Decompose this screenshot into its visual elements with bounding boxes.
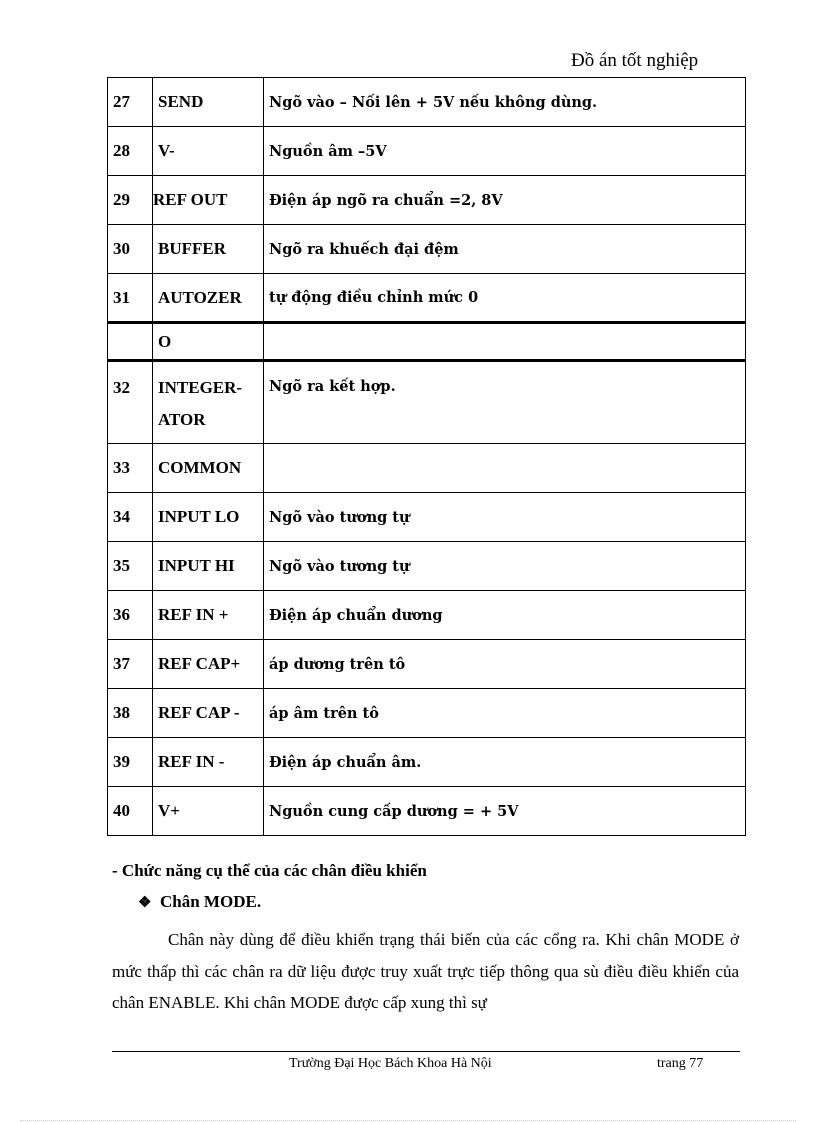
pin-number: 27 xyxy=(108,78,153,127)
diamond-bullet-icon: ❖ xyxy=(138,895,152,911)
pin-name: AUTOZER xyxy=(153,274,264,323)
pin-description: áp dương trên tô xyxy=(264,640,746,689)
pin-name-line-1: INTEGER- xyxy=(158,378,243,397)
pin-name: V+ xyxy=(153,787,264,836)
pin-number: 28 xyxy=(108,127,153,176)
table-row xyxy=(108,323,746,361)
table-row xyxy=(108,361,746,444)
pin-description xyxy=(264,323,746,361)
pin-name: REF IN - xyxy=(153,738,264,787)
header-title: Đồ án tốt nghiệp xyxy=(571,50,699,71)
pin-description: Điện áp chuẩn âm. xyxy=(264,738,746,787)
pin-number: 31 xyxy=(108,274,153,323)
sub-heading-text: Chân MODE. xyxy=(160,892,262,911)
pin-name-line-2: ATOR xyxy=(158,410,206,429)
table-row xyxy=(108,591,746,640)
table-row xyxy=(108,640,746,689)
table-row xyxy=(108,493,746,542)
table-row xyxy=(108,689,746,738)
pin-number: 32 xyxy=(108,361,153,444)
pin-description xyxy=(264,444,746,493)
section-heading: - Chức năng cụ thể của các chân điều khiển xyxy=(112,861,427,880)
footer-school: Trường Đại Học Bách Khoa Hà Nội xyxy=(289,1056,492,1071)
pin-name: REF IN + xyxy=(153,591,264,640)
pin-number: 37 xyxy=(108,640,153,689)
pin-name: INPUT LO xyxy=(153,493,264,542)
sub-heading xyxy=(138,892,261,912)
footer-divider xyxy=(112,1051,740,1052)
page-edge-divider xyxy=(20,1120,796,1121)
pin-number: 33 xyxy=(108,444,153,493)
pin-description: Ngõ vào tương tự xyxy=(264,493,746,542)
pin-description: Ngõ ra kết hợp. xyxy=(264,361,746,444)
table-row xyxy=(108,127,746,176)
pin-description: Ngõ ra khuếch đại đệm xyxy=(264,225,746,274)
table-row xyxy=(108,78,746,127)
pin-name: COMMON xyxy=(153,444,264,493)
pin-number: 35 xyxy=(108,542,153,591)
pin-number: 39 xyxy=(108,738,153,787)
pin-name: O xyxy=(153,323,264,361)
pin-description: Ngõ vào tương tự xyxy=(264,542,746,591)
pin-name xyxy=(153,361,264,444)
pin-name: BUFFER xyxy=(153,225,264,274)
pin-name: V- xyxy=(153,127,264,176)
pin-number: 40 xyxy=(108,787,153,836)
pin-description: Nguồn âm –5V xyxy=(264,127,746,176)
pin-name: INPUT HI xyxy=(153,542,264,591)
pin-number: 29 xyxy=(108,176,153,225)
table-row xyxy=(108,738,746,787)
pin-name: REF CAP+ xyxy=(153,640,264,689)
pin-name: REF OUT xyxy=(153,176,264,225)
table-row xyxy=(108,542,746,591)
pin-name: REF CAP - xyxy=(153,689,264,738)
pin-description: Điện áp ngõ ra chuẩn =2, 8V xyxy=(264,176,746,225)
table-row xyxy=(108,176,746,225)
table-row xyxy=(108,225,746,274)
pin-number: 34 xyxy=(108,493,153,542)
pin-description: Điện áp chuẩn dương xyxy=(264,591,746,640)
pin-description: tự động điều chỉnh mức 0 xyxy=(264,274,746,323)
pin-number: 30 xyxy=(108,225,153,274)
pin-name: SEND xyxy=(153,78,264,127)
table-row xyxy=(108,787,746,836)
pin-description: Nguồn cung cấp dương = + 5V xyxy=(264,787,746,836)
pin-description: Ngõ vào – Nối lên + 5V nếu không dùng. xyxy=(264,78,746,127)
body-paragraph: Chân này dùng để điều khiển trạng thái biến của các cổng ra. Khi chân MODE ở mức thấp thì các chân ra dữ liệu được truy xuất trực tiếp thông qua sù điều điều khiển của chân ENABLE. Khi chân MODE được cấp xung thì sự xyxy=(112,930,739,1012)
pin-table xyxy=(107,77,746,836)
table-row xyxy=(108,444,746,493)
pin-description: áp âm trên tô xyxy=(264,689,746,738)
pin-number xyxy=(108,323,153,361)
pin-number: 38 xyxy=(108,689,153,738)
footer-page-number: trang 77 xyxy=(657,1056,704,1071)
table-row xyxy=(108,274,746,323)
pin-number: 36 xyxy=(108,591,153,640)
